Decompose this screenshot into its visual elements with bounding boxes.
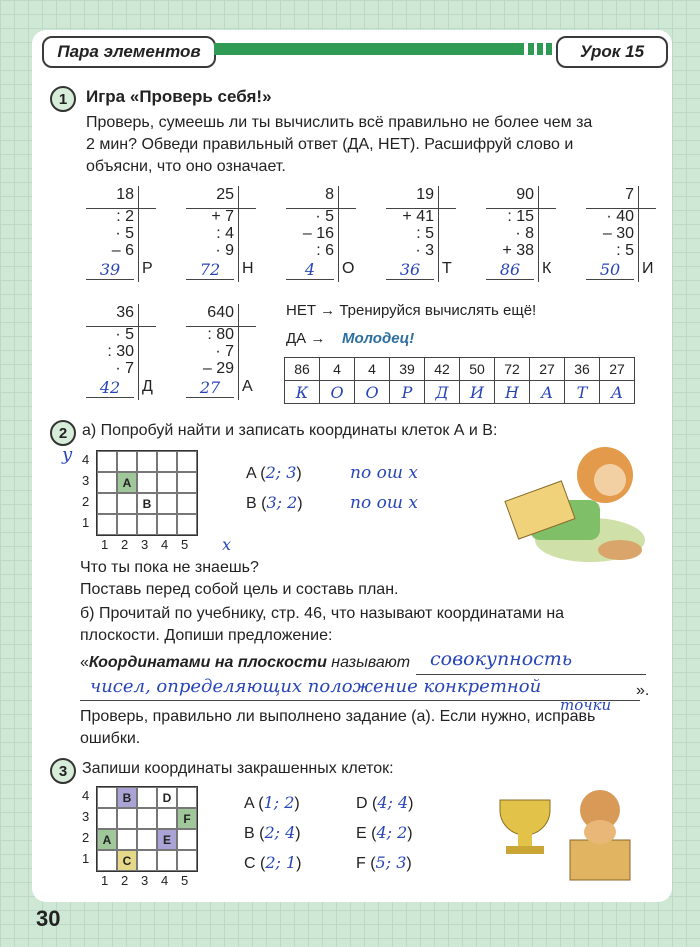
code-table <box>284 357 635 404</box>
axis-x-label: х <box>222 535 232 554</box>
grid-cell <box>97 493 117 514</box>
grid-cell <box>137 808 157 829</box>
grid-cell-filled: B <box>137 493 157 514</box>
page-number: 30 <box>36 906 61 931</box>
coord-answer: D (4; 4) <box>356 793 414 812</box>
grid-row-label: 2 <box>82 494 90 509</box>
chain-op: · 3 <box>415 242 434 259</box>
grid-col-label: 2 <box>121 537 129 552</box>
task2-part-b-2: плоскости. Допиши предложение: <box>80 627 333 644</box>
quote-open: « <box>80 654 89 671</box>
coord-answer-value: 4; 2 <box>376 823 408 842</box>
calc-chain <box>86 304 156 404</box>
grid-cell <box>137 451 157 472</box>
task1-title: Игра «Проверь себя!» <box>86 87 272 106</box>
coord-a-note: по ош х <box>350 463 418 483</box>
code-number: 86 <box>285 358 320 381</box>
grid-cell <box>177 493 197 514</box>
task1-text-line: 2 мин? Обведи правильный ответ (ДА, НЕТ). Расшифруй слово и <box>86 136 574 153</box>
task1-text-line: объясни, что оно означает. <box>86 158 286 175</box>
calc-chain <box>386 186 456 286</box>
code-number: 36 <box>565 358 600 381</box>
chain-letter: Н <box>242 260 254 277</box>
chain-op: · 5 <box>315 208 334 225</box>
header-bar-seg <box>528 43 534 55</box>
grid-cell <box>117 829 137 850</box>
grid-cell <box>157 850 177 871</box>
answer-line <box>416 674 646 675</box>
task2-part-b: б) Прочитай по учебнику, стр. 46, что называют координатами на <box>80 605 565 622</box>
task-number-2: 2 <box>50 420 76 446</box>
code-letter: О <box>355 381 390 404</box>
grid-cell-filled: E <box>157 829 177 850</box>
chain-answer: 86 <box>486 260 534 280</box>
chain-letter: А <box>242 378 253 395</box>
grid-cell <box>97 850 117 871</box>
chain-start: 7 <box>625 186 634 203</box>
chain-start: 36 <box>116 304 134 321</box>
chain-op: · 9 <box>215 242 234 259</box>
note-unknown: Что ты пока не знаешь? <box>80 559 259 576</box>
coord-answer-label: A ( <box>244 795 264 812</box>
chain-start: 19 <box>416 186 434 203</box>
chain-letter: Р <box>142 260 153 277</box>
chain-op: : 6 <box>316 242 334 259</box>
topic-title: Пара элементов <box>57 42 201 61</box>
coord-answer-value: 5; 3 <box>375 853 407 872</box>
note-plan: Поставь перед собой цель и составь план. <box>80 581 399 598</box>
code-number: 4 <box>320 358 355 381</box>
chain-start: 640 <box>207 304 234 321</box>
grid-row-label: 3 <box>82 809 90 824</box>
grid-cell <box>157 514 177 535</box>
code-letter: Н <box>495 381 530 404</box>
grid-row-label: 2 <box>82 830 90 845</box>
chain-answer: 50 <box>586 260 634 280</box>
task-number-3: 3 <box>50 758 76 784</box>
chain-op: : 4 <box>216 225 234 242</box>
boy-mascot-illustration <box>470 430 660 580</box>
code-letter: А <box>600 381 635 404</box>
chain-start: 8 <box>325 186 334 203</box>
chain-op: · 5 <box>115 326 134 343</box>
coord-answer-value: 4; 4 <box>377 793 409 812</box>
grid-cell <box>137 829 157 850</box>
quote-close: ». <box>636 682 650 699</box>
chain-letter: О <box>342 260 355 277</box>
grid-col-label: 1 <box>101 537 109 552</box>
code-number: 42 <box>425 358 460 381</box>
chain-answer: 27 <box>186 378 234 398</box>
grid-cell <box>157 472 177 493</box>
grid-cell <box>177 850 197 871</box>
coord-b-label: B ( <box>246 495 267 512</box>
coord-a-label: A ( <box>246 465 266 482</box>
header-bar-seg <box>546 43 552 55</box>
grid-cell <box>177 829 197 850</box>
grid-cell-filled: A <box>97 829 117 850</box>
calc-chain <box>186 186 256 286</box>
coord-answer: C (2; 1) <box>244 853 302 872</box>
grid-row-label: 1 <box>82 515 90 530</box>
grid-row-label: 1 <box>82 851 90 866</box>
definition-verb: называют <box>331 654 411 671</box>
code-number: 4 <box>355 358 390 381</box>
chain-start: 18 <box>116 186 134 203</box>
coord-answer: E (4; 2) <box>356 823 413 842</box>
chain-op: : 80 <box>207 326 234 343</box>
code-letter: К <box>285 381 320 404</box>
chain-op: : 30 <box>107 343 134 360</box>
coord-answer-label: F ( <box>356 855 376 872</box>
calc-chain <box>586 186 656 286</box>
chain-letter: К <box>542 260 552 277</box>
grid-cell-filled: F <box>177 808 197 829</box>
code-letter: Т <box>565 381 600 404</box>
no-answer-text: НЕТ → Тренируйся вычислять ещё! <box>286 302 537 319</box>
chain-op: · 8 <box>515 225 534 242</box>
grid-cell-filled: A <box>117 472 137 493</box>
grid-cell <box>157 451 177 472</box>
task-number-1: 1 <box>50 86 76 112</box>
chain-answer: 42 <box>86 378 134 398</box>
grid-col-label: 4 <box>161 537 169 552</box>
calc-chain <box>486 186 556 286</box>
grid-cell <box>177 472 197 493</box>
axis-y-label: у <box>62 444 73 465</box>
code-number: 27 <box>600 358 635 381</box>
chain-letter: И <box>642 260 654 277</box>
chain-op: + 38 <box>502 242 534 259</box>
chain-op: – 29 <box>202 360 234 377</box>
chain-op: : 5 <box>416 225 434 242</box>
coord-grid-b <box>96 786 198 872</box>
code-letter: О <box>320 381 355 404</box>
task2-part-a: а) Попробуй найти и записать координаты клеток А и В: <box>82 422 498 439</box>
chain-op: · 40 <box>606 208 634 225</box>
grid-cell <box>177 514 197 535</box>
grid-cell <box>137 472 157 493</box>
task1-text-line: Проверь, сумеешь ли ты вычислить всё правильно не более чем за <box>86 114 593 131</box>
coord-a-value: 2; 3 <box>265 463 297 482</box>
code-number: 39 <box>390 358 425 381</box>
grid-cell <box>157 808 177 829</box>
chain-op: – 16 <box>302 225 334 242</box>
code-letter: Р <box>390 381 425 404</box>
calc-chain <box>186 304 256 404</box>
coord-answer-label: C ( <box>244 855 266 872</box>
grid-cell <box>177 787 197 808</box>
grid-cell <box>137 850 157 871</box>
definition-handwriting-2: чисел, определяющих положение конкретной <box>90 676 542 697</box>
code-letter: Д <box>425 381 460 404</box>
topic-pill <box>42 36 216 68</box>
grid-cell <box>177 451 197 472</box>
coord-b-note: по ош х <box>350 493 418 513</box>
grid-col-label: 5 <box>181 873 189 888</box>
code-number: 72 <box>495 358 530 381</box>
check-text: Проверь, правильно ли выполнено задание (а). Если нужно, исправь <box>80 708 596 725</box>
answer-line <box>80 700 640 701</box>
coord-answer-label: B ( <box>244 825 265 842</box>
code-number: 27 <box>530 358 565 381</box>
coord-answer-label: D ( <box>356 795 378 812</box>
grid-col-label: 2 <box>121 873 129 888</box>
grid-cell <box>97 451 117 472</box>
definition-handwriting-3: точки <box>560 696 612 714</box>
coord-grid-a <box>96 450 198 536</box>
coord-answer-label: E ( <box>356 825 377 842</box>
grid-cell-filled: B <box>117 787 137 808</box>
chain-op: + 7 <box>211 208 234 225</box>
task3-title: Запиши координаты закрашенных клеток: <box>82 760 394 777</box>
grid-cell <box>137 787 157 808</box>
grid-col-label: 3 <box>141 873 149 888</box>
coord-answer: A (1; 2) <box>244 793 300 812</box>
grid-cell-filled: C <box>117 850 137 871</box>
header-bar <box>214 43 524 55</box>
chain-op: – 6 <box>111 242 134 259</box>
chain-op: : 2 <box>116 208 134 225</box>
grid-cell <box>97 808 117 829</box>
chain-start: 90 <box>516 186 534 203</box>
chain-op: + 41 <box>402 208 434 225</box>
code-letter: И <box>460 381 495 404</box>
trophy-dog-illustration <box>480 770 660 890</box>
chain-op: : 5 <box>616 242 634 259</box>
chain-answer: 36 <box>386 260 434 280</box>
check-text-2: ошибки. <box>80 730 141 747</box>
yes-label: ДА → <box>286 330 326 347</box>
grid-cell-filled: D <box>157 787 177 808</box>
code-letter: А <box>530 381 565 404</box>
chain-start: 25 <box>216 186 234 203</box>
grid-col-label: 5 <box>181 537 189 552</box>
lesson-pill <box>556 36 668 68</box>
coord-answer: F (5; 3) <box>356 853 412 872</box>
chain-answer: 72 <box>186 260 234 280</box>
grid-row-label: 4 <box>82 452 90 467</box>
chain-letter: Д <box>142 378 153 395</box>
grid-cell <box>97 514 117 535</box>
grid-cell <box>137 514 157 535</box>
chain-op: : 15 <box>507 208 534 225</box>
chain-op: · 5 <box>115 225 134 242</box>
definition-handwriting-1: совокупность <box>430 648 573 670</box>
coord-answer-value: 2; 4 <box>264 823 296 842</box>
grid-cell <box>97 787 117 808</box>
grid-cell <box>117 451 137 472</box>
coord-b-value: 3; 2 <box>266 493 298 512</box>
chain-op: · 7 <box>115 360 134 377</box>
grid-cell <box>117 493 137 514</box>
coord-answer-value: 2; 1 <box>265 853 297 872</box>
chain-op: – 30 <box>602 225 634 242</box>
grid-cell <box>97 472 117 493</box>
grid-row-label: 3 <box>82 473 90 488</box>
coord-answer-value: 1; 2 <box>263 793 295 812</box>
definition-term: Координатами на плоскости <box>88 654 327 671</box>
grid-col-label: 4 <box>161 873 169 888</box>
grid-col-label: 1 <box>101 873 109 888</box>
calc-chain <box>286 186 356 286</box>
coord-answer: B (2; 4) <box>244 823 301 842</box>
grid-cell <box>117 808 137 829</box>
grid-cell <box>117 514 137 535</box>
header-bar-seg <box>537 43 543 55</box>
yes-text: Молодец! <box>342 330 415 347</box>
code-number: 50 <box>460 358 495 381</box>
grid-cell <box>157 493 177 514</box>
chain-letter: Т <box>442 260 452 277</box>
lesson-title: Урок 15 <box>579 42 645 61</box>
chain-op: · 7 <box>215 343 234 360</box>
grid-col-label: 3 <box>141 537 149 552</box>
calc-chain <box>86 186 156 286</box>
grid-row-label: 4 <box>82 788 90 803</box>
chain-answer: 39 <box>86 260 134 280</box>
chain-answer: 4 <box>286 260 334 280</box>
